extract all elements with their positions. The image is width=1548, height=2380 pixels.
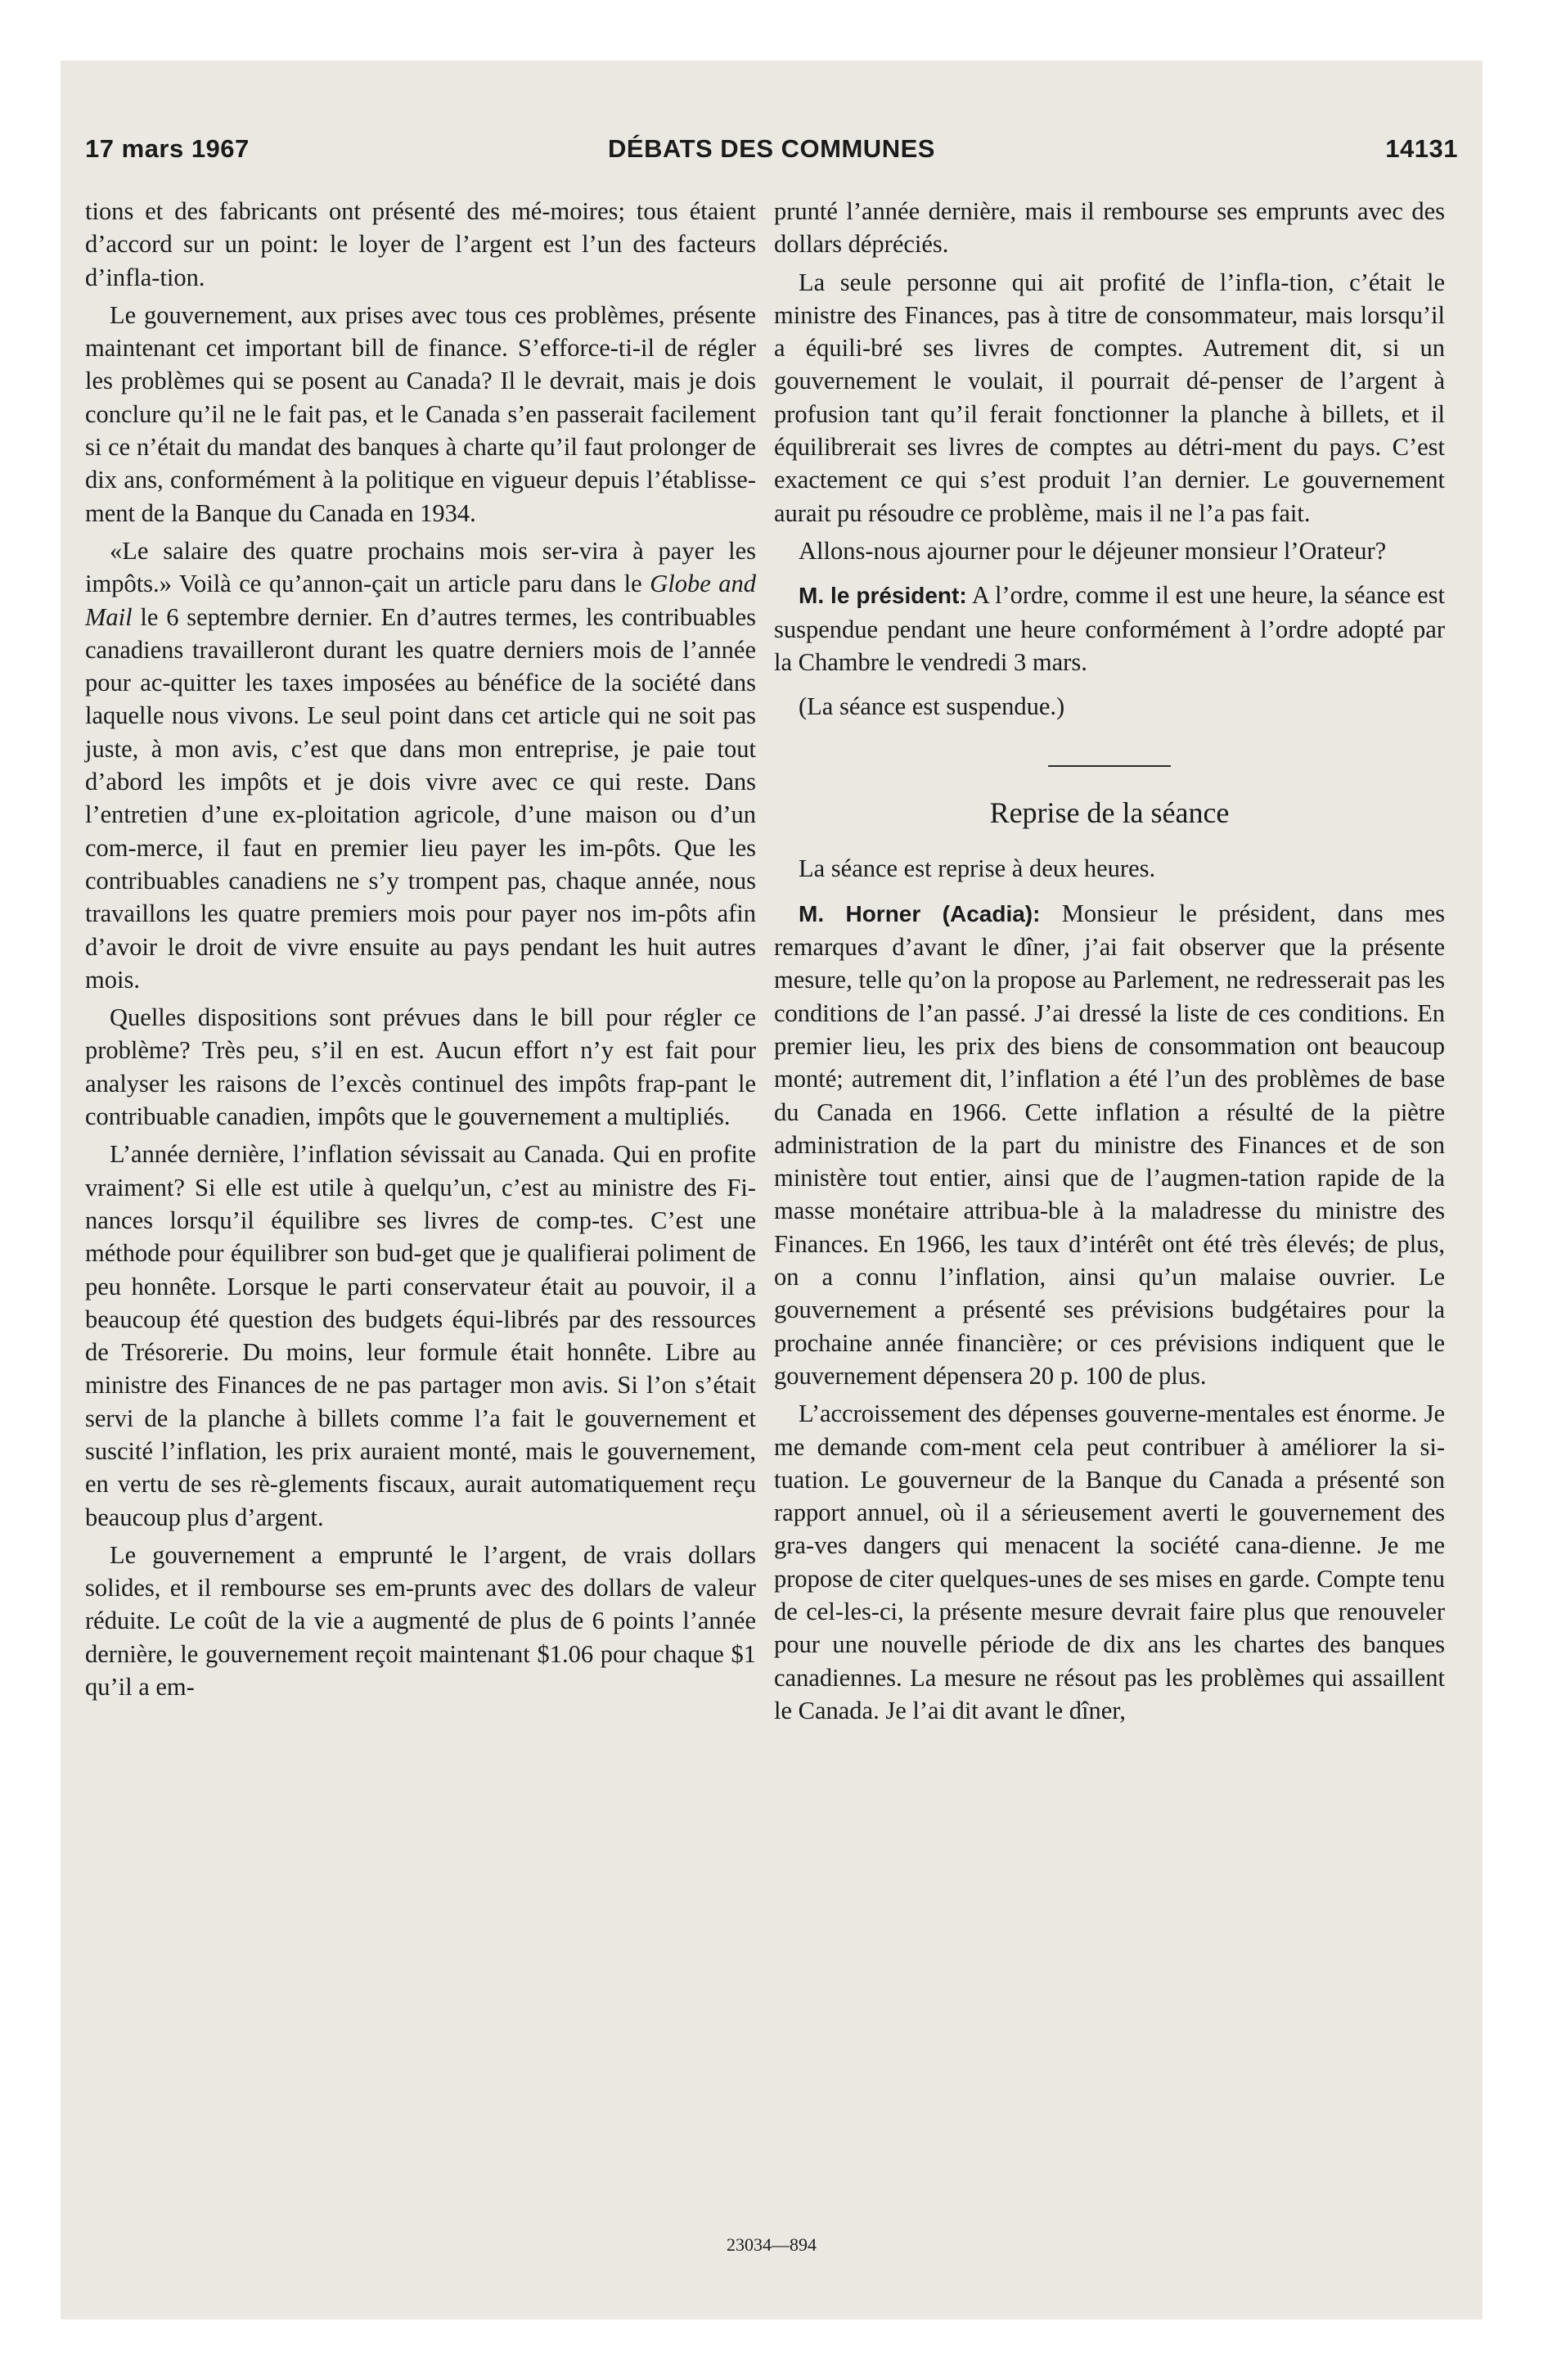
header-page-number: 14131 [1385, 134, 1458, 163]
paragraph [85, 534, 756, 996]
paragraph: (La séance est suspendue.) [799, 692, 1065, 721]
paragraph: Le gouvernement, aux prises avec tous ces problèmes, présente maintenant cet important bill de finance. S’efforce-ti-il de régler les problèmes qui se posent au Canada? Il le devrait, mais je dois conclure qu’il ne le fait pas, et le Canada s’en passerait facilement si ce n’était du mandat des banques à charte qu’il faut prolonger de dix ans, conformément à la politique en vigueur depuis l’établisse-ment de la Banque du Canada en 1934. [85, 300, 756, 527]
paragraph-text: «Le salaire des quatre prochains mois ser-vira à payer les impôts.» Voilà ce qu’annon-çait un article paru dans le [85, 536, 756, 598]
right-column [774, 195, 1445, 1732]
section-divider [1048, 765, 1171, 767]
paragraph: Le gouvernement a emprunté le l’argent, de vrais dollars solides, et il rembourse ses em-prunts avec des dollars de valeur réduite. Le coût de la vie a augmenté de plus de 6 points l’année dernière, le gouvernement reçoit maintenant $1.06 pour chaque $1 qu’il a em- [85, 1540, 756, 1702]
newspaper-title: Globe and Mail [85, 570, 756, 631]
paragraph-text: Monsieur le président, dans mes remarques d’avant le dîner, j’ai fait observer que la présente mesure, telle qu’on la propose au Parlement, ne redresserait pas les conditions de l’an passé. J’ai dressé la liste de ces conditions. En premier lieu, les prix des biens de consommation ont beaucoup monté; autrement dit, l’inflation a été l’un des problèmes de base du Canada en 1966. Cette inflation a résulté de la piètre administration de la part du ministre des Finances et de son ministère tout entier, ainsi que de l’augmen-tation rapide de la masse monétaire attribua-ble à la maladresse du ministre des Finances. En 1966, les taux d’intérêt ont été très élevés; de plus, on a connu l’inflation, ainsi qu’un malaise ouvrier. Le gouvernement a présenté ses prévisions budgétaires pour la prochaine année financière; or ces prévisions indiquent que le gouvernement dépensera 20 p. 100 de plus. [774, 899, 1446, 1390]
speaker-name: M. le président: [799, 583, 967, 609]
paragraph-text: A l’ordre, comme il est une heure, la séance est suspendue pendant une heure conformément à l’ordre adopté par la Chambre le vendredi 3 mars. [774, 581, 1445, 676]
paragraph: Allons-nous ajourner pour le déjeuner monsieur l’Orateur? [799, 536, 1387, 565]
paragraph: L’accroissement des dépenses gouverne-mentales est énorme. Je me demande com-ment cela peut contribuer à améliorer la si-tuation. Le gouverneur de la Banque du Canada a présenté son rapport annuel, où il a sérieusement averti le gouvernement des gra-ves dangers qui menacent la société cana-dienne. Je me propose de citer quelques-unes de ses mises en garde. Compte tenu de cel-les-ci, la présente mesure devrait faire plus que renouveler pour une nouvelle période de dix ans les chartes des banques canadiennes. La mesure ne résout pas les problèmes qui assaillent le Canada. Je l’ai dit avant le dîner, [774, 1400, 1445, 1724]
page-header [85, 134, 1458, 175]
paragraph: La séance est reprise à deux heures. [799, 854, 1156, 883]
paragraph [774, 579, 1445, 678]
paragraph-text: le 6 septembre dernier. En d’autres termes, les contribuables canadiens travailleront durant les quatre derniers mois de l’année pour ac-quitter les taxes imposées au bénéfice de la société dans laquelle nous vivons. Le seul point dans cet article qui ne soit pas juste, à mon avis, c’est que dans mon entreprise, je paie tout d’abord les impôts et je dois vivre avec ce qui reste. Dans l’entretien d’une ex-ploitation agricole, d’une maison ou d’un com-merce, il faut en premier lieu payer les im-pôts. Que les contribuables canadiens ne s’y trompent pas, chaque année, nous travaillons les quatre premiers mois pour payer nos im-pôts afin d’avoir le droit de vivre ensuite au pays pendant les huit autres mois. [85, 602, 756, 994]
section-title: Reprise de la séance [989, 796, 1230, 830]
header-title: DÉBATS DES COMMUNES [608, 134, 935, 163]
paragraph [774, 897, 1445, 1392]
paragraph: Quelles dispositions sont prévues dans le bill pour régler ce problème? Très peu, s’il en est. Aucun effort n’y est fait pour analyser les raisons de l’excès continuel des impôts frap-pant le contribuable canadien, impôts que le gouvernement a multipliés. [85, 1003, 756, 1131]
paragraph: prunté l’année dernière, mais il rembourse ses emprunts avec des dollars dépréciés. [774, 197, 1445, 259]
left-column [85, 195, 756, 1708]
page-footer-code: 23034—894 [727, 2234, 817, 2255]
paragraph: L’année dernière, l’inflation sévissait au Canada. Qui en profite vraiment? Si elle est utile à quelqu’un, c’est au ministre des Fi-nances lorsqu’il équilibre ses livres de comp-tes. C’est une méthode pour équilibrer son bud-get que je qualifierai poliment de peu honnête. Lorsque le parti conservateur était au pouvoir, il a beaucoup été question des budgets équi-librés par des ressources de Trésorerie. Du moins, leur formule était honnête. Libre au ministre des Finances de ne pas partager mon avis. Si l’on s’était servi de la planche à billets comme l’a fait le gouvernement et suscité l’inflation, les prix auraient monté, mais le gouvernement, en vertu de ses rè-glements fiscaux, aurait automatiquement reçu beaucoup plus d’argent. [85, 1140, 756, 1531]
paragraph: La seule personne qui ait profité de l’infla-tion, c’était le ministre des Finances, pas à titre de consommateur, mais lorsqu’il a équili-bré ses livres de comptes. Autrement dit, si un gouvernement le voulait, il pourrait dé-penser de l’argent à profusion tant qu’il ferait fonctionner la planche à billets, et il équilibrerait ses livres de comptes au détri-ment du pays. C’est exactement ce qui s’est produit l’an dernier. Le gouvernement aurait pu résoudre ce problème, mais il ne l’a pas fait. [774, 268, 1445, 527]
page [61, 61, 1483, 2319]
speaker-name: M. Horner (Acadia): [799, 900, 1041, 926]
header-date: 17 mars 1967 [85, 134, 250, 163]
paragraph: tions et des fabricants ont présenté des mé-moires; tous étaient d’accord sur un point: le loyer de l’argent est l’un des facteurs d’infla-tion. [85, 197, 756, 291]
